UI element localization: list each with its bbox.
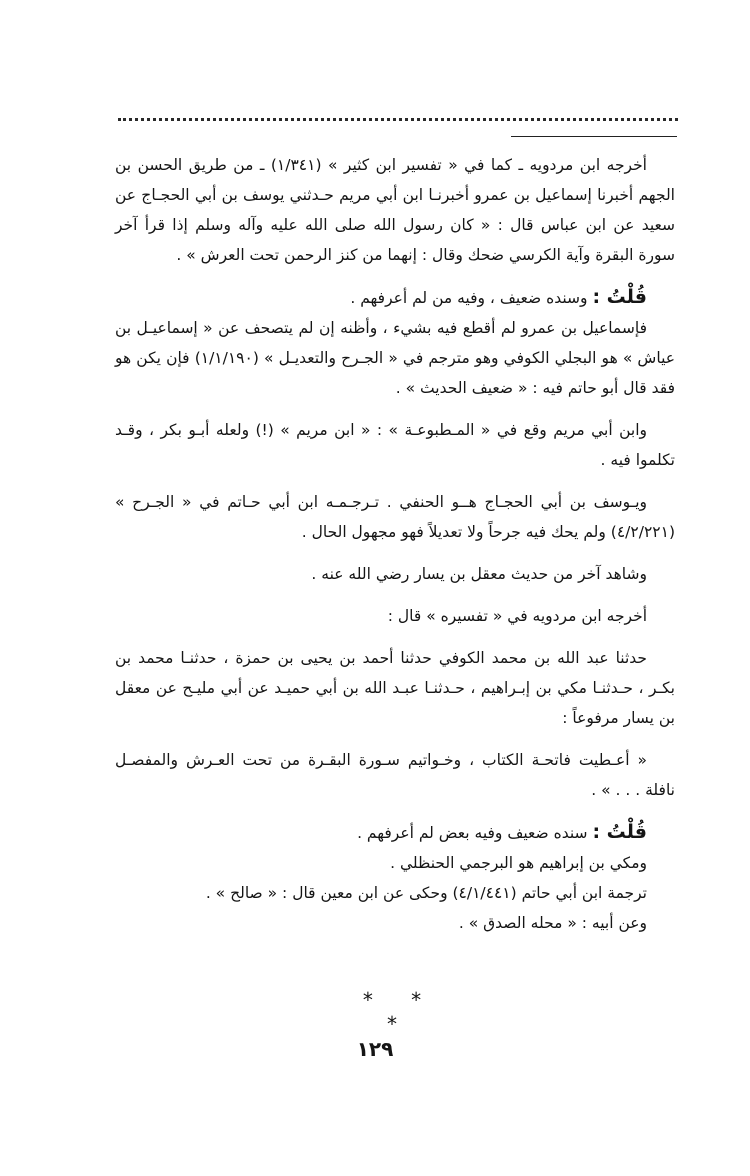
paragraph-qult-first <box>115 282 675 313</box>
paragraph-an-abihi: وعن أبيه : « محله الصدق » . <box>458 914 647 932</box>
header-dotted-rule <box>118 118 678 121</box>
paragraph-qult-second <box>115 817 675 848</box>
paragraph-ismail-ibn-amr: فإسماعيل بن عمرو لم أقطع فيه بشيء ، وأظنه إن لم يتصحف عن « إسماعيـل بن عياش » هو البجلي الكوفي وهو مترجم في « الجـرح والتعديـل » (١/١/١٩٠) فإن يكن هو فقد قال أبو حاتم فيه : « ضعيف الحديث » . <box>115 319 676 397</box>
qult-label: قُلْتُ : <box>592 286 647 308</box>
page-body-text <box>115 150 675 938</box>
paragraph-isnad-chain: حدثنا عبد الله بن محمد الكوفي حدثنا أحمد بن يحيى بن حمزة ، حدثنـا محمد بن بكـر ، حـدثنـا مكي بن إبـراهيم ، حـدثنـا عبـد الله بن أبي حميـد عن أبي مليـح عن معقل بن يسار مرفوعاً : <box>115 649 675 727</box>
paragraph-hadith-text: « أعـطيت فاتحـة الكتاب ، وخـواتيم سـورة البقـرة من تحت العـرش والمفصـل نافلة . . . » . <box>115 751 675 799</box>
paragraph-tafsir-reference: أخرجه ابن مردويه في « تفسيره » قال : <box>387 607 647 625</box>
paragraph-ibn-mardawayh-narration: أخرجه ابن مردويه ـ كما في « تفسير ابن كثير » (١/٣٤١) ـ من طريق الحسن بن الجهم أخبرنا إسماعيل بن عمرو أخبرنـا ابن أبي مريم حـدثني يوسف بن أبي الحجـاج عن سعيد عن ابن عباس قال : « كان رسول الله صلى الله عليه وآله وسلم إذا قرأ آخر سورة البقرة وآية الكرسي ضحك وقال : إنهما من كنز الرحمن تحت العرش » . <box>115 156 675 264</box>
paragraph-makki-ibn-ibrahim: ومكي بن إبراهيم هو البرجمي الحنظلي . <box>390 854 647 872</box>
qult-second-text: سنده ضعيف وفيه بعض لم أعرفهم . <box>357 824 588 842</box>
paragraph-ibn-abi-maryam: وابن أبي مريم وقع في « المـطبوعـة » : « ابن مريم » (!) ولعله أبـو بكر ، وقـد تكلموا فيه . <box>115 421 675 469</box>
qult-first-text: وسنده ضعيف ، وفيه من لم أعرفهم . <box>350 289 588 307</box>
qult-label: قُلْتُ : <box>592 821 647 843</box>
paragraph-second-witness: وشاهد آخر من حديث معقل بن يسار رضي الله عنه . <box>311 565 647 583</box>
page-number: ١٢٩ <box>356 1037 394 1061</box>
section-separator-asterisks: * * * <box>362 988 438 1036</box>
paragraph-yusuf-ibn-abi-al-hajjaj: ويـوسف بن أبي الحجـاج هــو الحنفي . تـرجـمـه ابن أبي حـاتم في « الجـرح » (٤/٢/٢٢١) ولم يحك فيه جرحاً ولا تعديلاً فهو مجهول الحال . <box>115 493 675 541</box>
header-solid-rule <box>511 136 677 137</box>
paragraph-ibn-abi-hatim-tarjama: ترجمة ابن أبي حاتم (٤/١/٤٤١) وحكى عن ابن معين قال : « صالح » . <box>205 884 647 902</box>
